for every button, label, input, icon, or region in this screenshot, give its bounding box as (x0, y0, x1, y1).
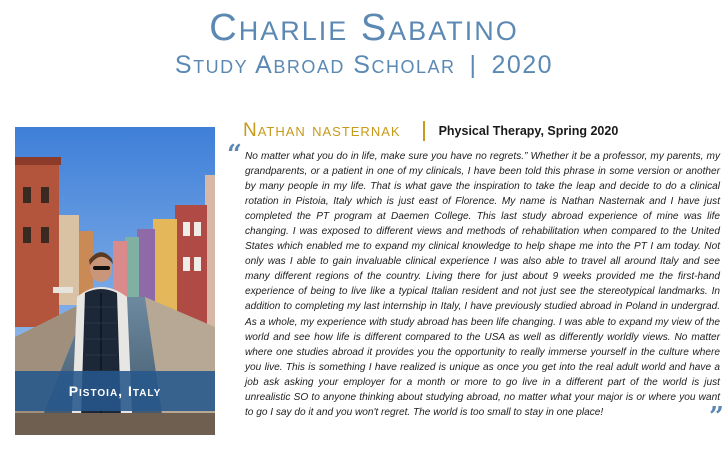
close-quote-icon: ” (709, 401, 724, 432)
open-quote-icon: “ (227, 140, 242, 170)
subtitle-separator: | (469, 51, 478, 79)
page-subtitle (0, 50, 728, 80)
testimonial-text: No matter what you do in life, make sure you have no regrets.” Whether it be a professor, my parents, my grandparents, or a patient in one of my clinicals, I have been told this phrase in some version or another by many people in my life. That is what gave the inspiration to take the leap and decide to do a clinical rotation in Pistoia, Italy which is just east of Florence. My name is Nathan Nasternak and I have just completed the PT program at Daemen College. This last study abroad experience of mine was life changing. I was exposed to different views and methods of rehabilitation when compared to the United States which enabled me to expand my clinical knowledge to help shape me into the PT I am today. Not only was I able to gain invaluable clinical experience I was also able to travel all around Italy and see many different regions of the country. Living there for just about 9 weeks provided me the first-hand experience of being to live like a typical Italian resident and not just see the stereotypical landmarks. In addition to completing my last internship in Italy, I have previously studied abroad in Poland in undergrad. As a whole, my experience with study abroad has been life changing. I was able to expand my view of the world and see how life is different compared to the USA as well as differently worldly views. No matter where one studies abroad it provides you the opportunity to really immerse yourself in the culture where you live. This is something I have realized is unique as once you get into the real adult world and have a job ask asking your employer for a month or more to go live in a different part of the world is just unrealistic SO to anyone thinking about studying abroad, no matter what your major is or where you want to go I say do it and you won't regret. The world is too small to stay in one place! (245, 151, 720, 418)
scholar-photo (15, 127, 215, 435)
scholar-program: Physical Therapy, Spring 2020 (438, 124, 619, 138)
name-separator (423, 121, 425, 141)
scholar-name: Nathan nasternak (243, 120, 401, 141)
page-header (0, 6, 728, 80)
subtitle-scholar-label: Study Abroad Scholar (174, 51, 456, 79)
page-title: Charlie Sabatino (209, 7, 519, 49)
subtitle-year: 2020 (491, 51, 554, 79)
photo-caption-band (15, 371, 215, 411)
scholar-name-row (243, 120, 618, 142)
testimonial (227, 140, 724, 432)
photo-caption: Pistoia, Italy (68, 383, 162, 399)
